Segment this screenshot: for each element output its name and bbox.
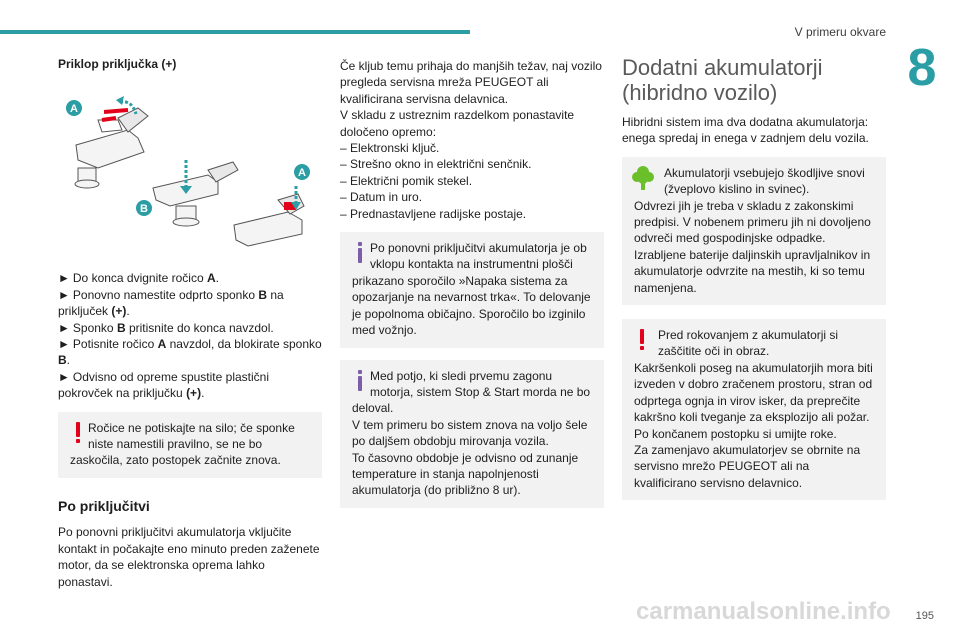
label-b: B [140, 203, 148, 216]
chapter-number: 8 [907, 39, 937, 97]
environment-note-line-1: Odvrezi jih je treba v skladu z zakonskimi predpisi. V nobenem primeru jih ni dovoljeno odvreči med gospodinjske odpadke. [634, 198, 871, 246]
after-connect-paragraph: Po ponovni priključitvi akumulatorja vključite kontakt in počakajte eno minuto preden zaženete motor, da se elektronska oprema lahko ponastavi. [58, 525, 320, 589]
section-title: V primeru okvare [794, 25, 886, 39]
steps-list [58, 270, 322, 401]
label-a1: A [70, 103, 78, 116]
warning-handling-line-2: Po končanem postopku si umijte roke. [634, 426, 837, 441]
info-note-stop-start-line-2: V tem primeru bo sistem znova na voljo šele po daljšem obdobju mirovanja vozila. [352, 417, 588, 449]
heading-after-connect: Po priključitvi [58, 497, 150, 514]
info-note-stop-start-line-1: deloval. [352, 401, 394, 416]
step-4: ► Potisnite ročico A navzdol, da blokirate sponko B. [58, 337, 322, 368]
column-middle [340, 58, 604, 508]
reset-item-3: – Električni pomik stekel. [340, 173, 473, 188]
column-left [58, 56, 322, 590]
column-right [622, 55, 886, 500]
info-note-collision [340, 232, 604, 347]
warning-exclamation-icon [636, 328, 648, 352]
step-1: ► Do konca dvignite ročico A. [58, 271, 219, 286]
warning-line-1: Ročice ne potiskajte na silo; če sponke [88, 420, 295, 435]
reset-item-1: – Elektronski ključ. [340, 141, 440, 156]
label-a2: A [298, 167, 306, 180]
watermark: carmanualsonline.info [636, 598, 891, 625]
reset-item-2: – Strešno okno in električni senčnik. [340, 157, 532, 172]
warning-note [58, 412, 322, 478]
info-note-collision-first: Po ponovni priključitvi akumulatorja je ob vklopu kontakta na instrumentni plošči [370, 241, 587, 272]
step-3: ► Sponko B pritisnite do konca navzdol. [58, 320, 274, 335]
warning-line-2: niste namestili pravilno, se ne bo [88, 437, 263, 452]
warning-line-3: zaskočila, zato postopek začnite znova. [70, 453, 281, 468]
info-note-collision-rest: prikazano sporočilo »Napaka sistema za opozarjanje na nevarnost trka«. To delovanje je popolnoma običajno. Sporočilo bo izginilo med vožnjo. [352, 273, 591, 338]
warning-handling-first: Pred rokovanjem z akumulatorji si zaščitite oči in obraz. [658, 328, 839, 359]
intro-paragraph-2: V skladu z ustreznim razdelkom ponastavite določeno opremo: [340, 108, 575, 139]
terminal-illustration [58, 90, 322, 250]
heading-connect-terminal: Priklop priključka (+) [58, 57, 177, 71]
warning-handling-line-3: Za zamenjavo akumulatorjev se obrnite na servisno mrežo PEUGEOT ali na kvalificirano servisno delavnico. [634, 442, 861, 490]
environment-note-first: Akumulatorji vsebujejo škodljive snovi (žveplovo kislino in svinec). [664, 165, 865, 197]
page-title-line-1: Dodatni akumulatorji [622, 55, 823, 80]
reset-item-5: – Prednastavljene radijske postaje. [340, 206, 527, 221]
warning-note-handling [622, 319, 886, 500]
reset-item-4: – Datum in uro. [340, 190, 423, 205]
hybrid-intro: Hibridni sistem ima dva dodatna akumulatorja: enega spredaj in enega v zadnjem delu vozila. [622, 115, 869, 146]
page-title [622, 55, 886, 105]
info-note-stop-start-first: Med potjo, ki sledi prvemu zagonu motorja, sistem Stop & Start morda ne bo [370, 368, 591, 399]
header-accent-bar [0, 30, 470, 34]
environment-note-line-2: Izrabljene baterije daljinskih upravljalnikov in akumulatorje odvrzite na mestih, ki so temu namenjena. [634, 247, 871, 295]
step-5: ► Odvisno od opreme spustite plastični pokrovček na priključku (+). [58, 369, 269, 401]
warning-handling-line-1: Kakršenkoli poseg na akumulatorjih mora biti izveden v dobro zračenem prostoru, stran od odprtega ognja in virov isker, da preprečite kakršno koli tveganje za eksplozijo ali požar. [634, 360, 873, 425]
info-icon [354, 369, 366, 393]
info-note-stop-start [340, 360, 604, 508]
intro-paragraph-1: Če kljub temu prihaja do manjših težav, naj vozilo pregleda servisna mreža PEUGEOT ali kvalificirana servisna delavnica. [340, 59, 602, 106]
info-note-stop-start-line-3: To časovno obdobje je odvisno od zunanje temperature in stanja napolnjenosti akumulatorja (do približno 8 ur). [352, 450, 579, 498]
page-title-line-2: (hibridno vozilo) [622, 80, 778, 105]
step-2: ► Ponovno namestite odprto sponko B na priključek (+). [58, 287, 284, 319]
page-number: 195 [915, 610, 934, 622]
warning-exclamation-icon [72, 421, 84, 445]
environment-note [622, 157, 886, 305]
info-icon [354, 241, 366, 265]
environment-tree-icon [632, 165, 654, 189]
